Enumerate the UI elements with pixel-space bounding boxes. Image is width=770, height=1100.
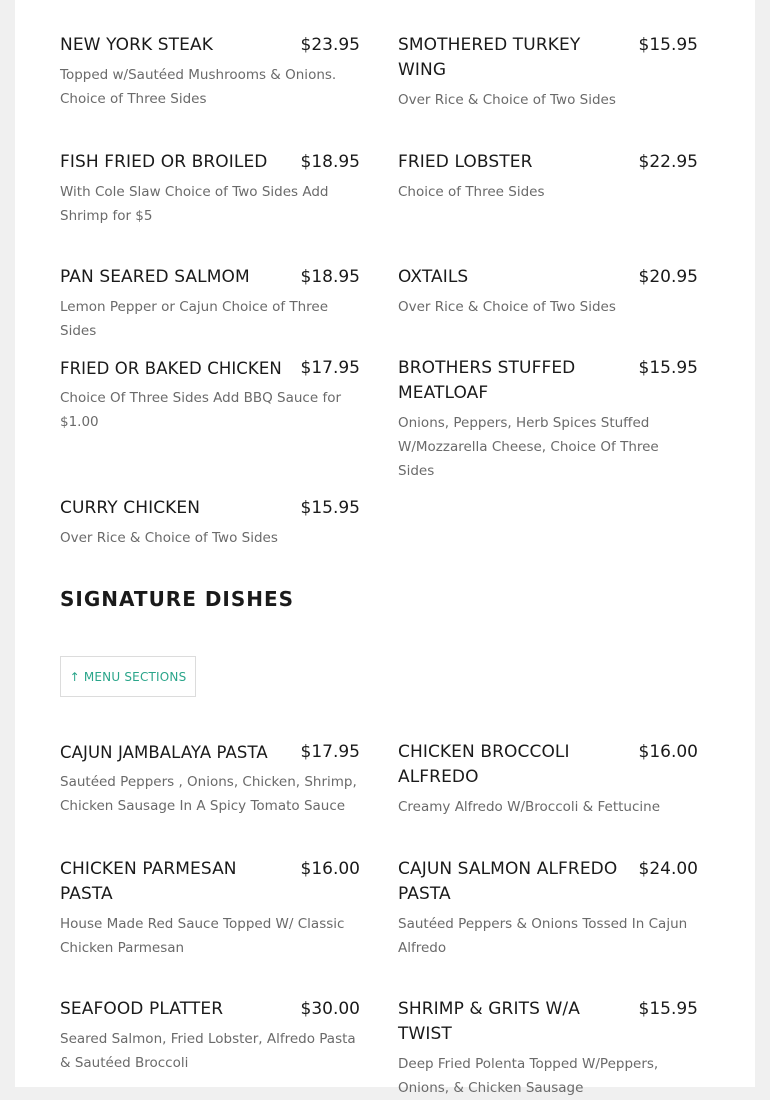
menu-item — [398, 33, 698, 112]
menu-item-name: FRIED LOBSTER — [398, 152, 533, 172]
menu-page — [15, 0, 755, 1096]
menu-item-description: Seared Salmon, Fried Lobster, Alfredo Pasta & Sautéed Broccoli — [60, 1031, 356, 1071]
menu-item-price: $30.00 — [300, 999, 360, 1019]
menu-item-description: House Made Red Sauce Topped W/ Classic Chicken Parmesan — [60, 916, 345, 956]
menu-item — [60, 33, 360, 111]
menu-item-price: $20.95 — [638, 267, 698, 287]
menu-item-description: Creamy Alfredo W/Broccoli & Fettucine — [398, 799, 661, 815]
menu-item-price: $15.95 — [638, 999, 698, 1019]
menu-item-price: $16.00 — [300, 859, 360, 879]
menu-item-price: $18.95 — [300, 267, 360, 287]
menu-item-name: FISH FRIED OR BROILED — [60, 152, 268, 172]
menu-item-name: BROTHERS STUFFED MEATLOAF — [398, 358, 576, 403]
menu-item-name: PAN SEARED SALMOM — [60, 267, 250, 287]
menu-item-name: FRIED OR BAKED CHICKEN — [60, 359, 282, 378]
menu-item-description: Over Rice & Choice of Two Sides — [60, 530, 278, 546]
menu-item — [398, 857, 698, 960]
menu-item-name: CAJUN JAMBALAYA PASTA — [60, 743, 268, 762]
menu-item-description: Sautéed Peppers , Onions, Chicken, Shrimp, Chicken Sausage In A Spicy Tomato Sauce — [60, 774, 357, 814]
menu-item — [398, 740, 698, 819]
menu-item-description: Choice Of Three Sides Add BBQ Sauce for $1.00 — [60, 390, 342, 430]
menu-item — [398, 356, 698, 483]
menu-item-price: $17.95 — [300, 358, 360, 378]
menu-item-name: SMOTHERED TURKEY WING — [398, 35, 581, 80]
menu-item-description: Lemon Pepper or Cajun Choice of Three Sides — [60, 299, 329, 339]
menu-item — [60, 857, 360, 960]
menu-item-description: Topped w/Sautéed Mushrooms & Onions. Choice of Three Sides — [60, 67, 337, 107]
menu-sections-button[interactable] — [60, 656, 196, 697]
menu-item-name: CHICKEN BROCCOLI ALFREDO — [398, 742, 570, 787]
menu-item-description: Onions, Peppers, Herb Spices Stuffed W/Mozzarella Cheese, Choice Of Three Sides — [398, 415, 659, 479]
menu-item — [60, 265, 360, 343]
menu-item-price: $15.95 — [300, 498, 360, 518]
menu-item-description: Sautéed Peppers & Onions Tossed In Cajun Alfredo — [398, 916, 688, 956]
menu-item-name: CAJUN SALMON ALFREDO PASTA — [398, 859, 618, 904]
menu-item-description: Over Rice & Choice of Two Sides — [398, 92, 616, 108]
menu-item — [60, 740, 360, 818]
menu-item-price: $24.00 — [638, 859, 698, 879]
menu-item-name: CHICKEN PARMESAN PASTA — [60, 859, 237, 904]
menu-item-description: Over Rice & Choice of Two Sides — [398, 299, 616, 315]
menu-item — [60, 997, 360, 1075]
menu-item-name: NEW YORK STEAK — [60, 35, 213, 55]
menu-item-description: Choice of Three Sides — [398, 184, 545, 200]
menu-item-price: $17.95 — [300, 742, 360, 762]
menu-item-name: OXTAILS — [398, 267, 469, 287]
menu-item — [60, 150, 360, 228]
menu-item-description: Deep Fried Polenta Topped W/Peppers, Onions, & Chicken Sausage — [398, 1056, 659, 1096]
menu-item — [398, 150, 698, 204]
menu-item-name: SHRIMP & GRITS W/A TWIST — [398, 999, 580, 1044]
menu-item-name: SEAFOOD PLATTER — [60, 999, 224, 1019]
menu-item-name: CURRY CHICKEN — [60, 498, 201, 518]
menu-item — [60, 496, 360, 550]
section-title: SIGNATURE DISHES — [60, 587, 295, 611]
menu-sections-label: ↑ MENU SECTIONS — [69, 669, 187, 684]
menu-item — [60, 356, 360, 434]
menu-item — [398, 265, 698, 319]
menu-item-price: $22.95 — [638, 152, 698, 172]
menu-item-price: $18.95 — [300, 152, 360, 172]
menu-item-price: $15.95 — [638, 35, 698, 55]
menu-item-description: With Cole Slaw Choice of Two Sides Add Shrimp for $5 — [60, 184, 329, 224]
menu-item-price: $23.95 — [300, 35, 360, 55]
menu-item-price: $15.95 — [638, 358, 698, 378]
menu-item-price: $16.00 — [638, 742, 698, 762]
menu-item — [398, 997, 698, 1100]
